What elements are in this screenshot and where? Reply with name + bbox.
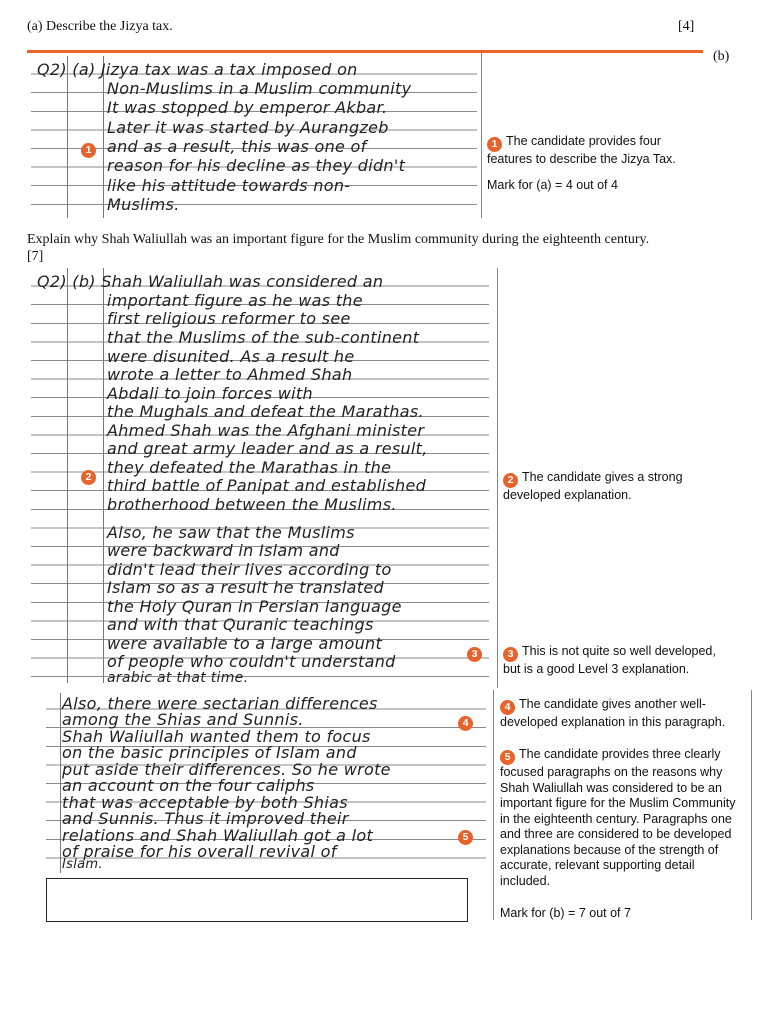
annotation-badge-1: 1 <box>81 138 100 158</box>
comment-3 <box>503 644 733 678</box>
comment-border <box>493 690 494 920</box>
annotation-badge-4: 4 <box>458 711 477 731</box>
comment-4 <box>500 697 745 731</box>
answer-a-line: and as a result, this was one of <box>107 137 367 156</box>
blank-box <box>46 878 468 922</box>
comment-5-text: The candidate provides three clearly focused paragraphs on the reasons why Shah Waliullah was considered to be an important figure for the Muslim Community in the eighteenth century. Paragraphs one and three are considered to be developed explanations because of the strength of accurate, relevant supporting detail included. <box>500 747 736 888</box>
answer-b-line: didn't lead their lives according to <box>107 560 392 579</box>
answer-b-line: and Sunnis. Thus it improved their <box>62 809 349 828</box>
comment-border <box>497 268 498 688</box>
answer-b-line: were disunited. As a result he <box>107 347 355 366</box>
answer-b-line: they defeated the Marathas in the <box>107 458 392 477</box>
answer-b-line: brotherhood between the Muslims. <box>107 495 397 514</box>
answer-b-line: wrote a letter to Ahmed Shah <box>107 365 353 384</box>
answer-b-line: were backward in Islam and <box>107 541 340 560</box>
question-a-marks: [4] <box>678 19 695 34</box>
comment-4-text: The candidate gives another well-developed explanation in this paragraph. <box>500 697 726 729</box>
comment-5 <box>500 747 745 889</box>
answer-b-line: Also, he saw that the Muslims <box>107 523 355 542</box>
annotation-badge-2: 2 <box>81 465 100 485</box>
comment-3-text: This is not quite so well developed, but is a good Level 3 explanation. <box>503 644 716 676</box>
question-b-label: (b) <box>713 49 730 64</box>
answer-b-line: on the basic principles of Islam and <box>62 743 357 762</box>
annotation-badge-5: 5 <box>500 750 515 765</box>
annotation-badge-3: 3 <box>467 642 486 662</box>
question-b-body: Explain why Shah Waliullah was an important figure for the Muslim community during the eighteenth century. <box>27 232 650 247</box>
answer-b-line: arabic at that time. <box>107 670 249 686</box>
answer-b-line: Abdali to join forces with <box>107 384 313 403</box>
mark-b: Mark for (b) = 7 out of 7 <box>500 906 631 920</box>
answer-b-line: Q2) (b) Shah Waliullah was considered an <box>37 272 384 291</box>
answer-b-line: and great army leader and as a result, <box>107 439 428 458</box>
comment-1-text: The candidate provides four features to describe the Jizya Tax. <box>487 134 676 166</box>
comment-1 <box>487 134 699 168</box>
annotation-badge-3: 3 <box>503 647 518 662</box>
comment-2-text: The candidate gives a strong developed explanation. <box>503 470 683 502</box>
answer-a-line: It was stopped by emperor Akbar. <box>107 98 388 117</box>
answer-b-line: that was acceptable by both Shias <box>62 793 348 812</box>
answer-b-line: relations and Shah Waliullah got a lot <box>62 826 374 845</box>
answer-a-line: Non-Muslims in a Muslim community <box>107 79 412 98</box>
answer-a-line: Muslims. <box>107 195 180 214</box>
section-divider <box>27 50 703 53</box>
annotation-badge-1: 1 <box>487 137 502 152</box>
comment-border <box>481 53 482 218</box>
answer-b-line: first religious reformer to see <box>107 309 351 328</box>
answer-a-line: Q2) (a) Jizya tax was a tax imposed on <box>37 60 358 79</box>
answer-b-line: Shah Waliullah wanted them to focus <box>62 727 371 746</box>
answer-b-line: third battle of Panipat and established <box>107 476 427 495</box>
answer-b-line: Islam. <box>62 857 103 872</box>
annotation-badge-2: 2 <box>503 473 518 488</box>
answer-b-line: were available to a large amount <box>107 634 383 653</box>
comment-2 <box>503 470 723 504</box>
question-a-text: (a) Describe the Jizya tax. <box>27 19 173 34</box>
answer-b-line: of praise for his overall revival of <box>62 842 337 861</box>
annotation-badge-5: 5 <box>458 825 477 845</box>
answer-a-line: like his attitude towards non- <box>107 176 351 195</box>
answer-b-line: an account on the four caliphs <box>62 776 315 795</box>
mark-a: Mark for (a) = 4 out of 4 <box>487 178 618 192</box>
answer-b-line: of people who couldn't understand <box>107 652 396 671</box>
answer-b-line: the Mughals and defeat the Marathas. <box>107 402 424 421</box>
answer-a-line: Later it was started by Aurangzeb <box>107 118 389 137</box>
answer-b-line: and with that Quranic teachings <box>107 615 374 634</box>
annotation-badge-4: 4 <box>500 700 515 715</box>
comment-border <box>751 690 752 920</box>
answer-b-line: put aside their differences. So he wrote <box>62 760 391 779</box>
answer-b-line: important figure as he was the <box>107 291 363 310</box>
answer-b-line: Also, there were sectarian differences <box>62 694 378 713</box>
answer-b-line: the Holy Quran in Persian language <box>107 597 402 616</box>
answer-b-sheet-2 <box>46 693 486 873</box>
question-b-text <box>27 231 717 265</box>
answer-b-line: Ahmed Shah was the Afghani minister <box>107 421 425 440</box>
answer-b-line: Islam so as a result he translated <box>107 578 384 597</box>
question-b-marks: [7] <box>27 249 44 264</box>
answer-a-line: reason for his decline as they didn't <box>107 156 406 175</box>
answer-b-line: among the Shias and Sunnis. <box>62 710 304 729</box>
answer-a-sheet <box>31 56 477 218</box>
answer-b-line: that the Muslims of the sub-continent <box>107 328 420 347</box>
